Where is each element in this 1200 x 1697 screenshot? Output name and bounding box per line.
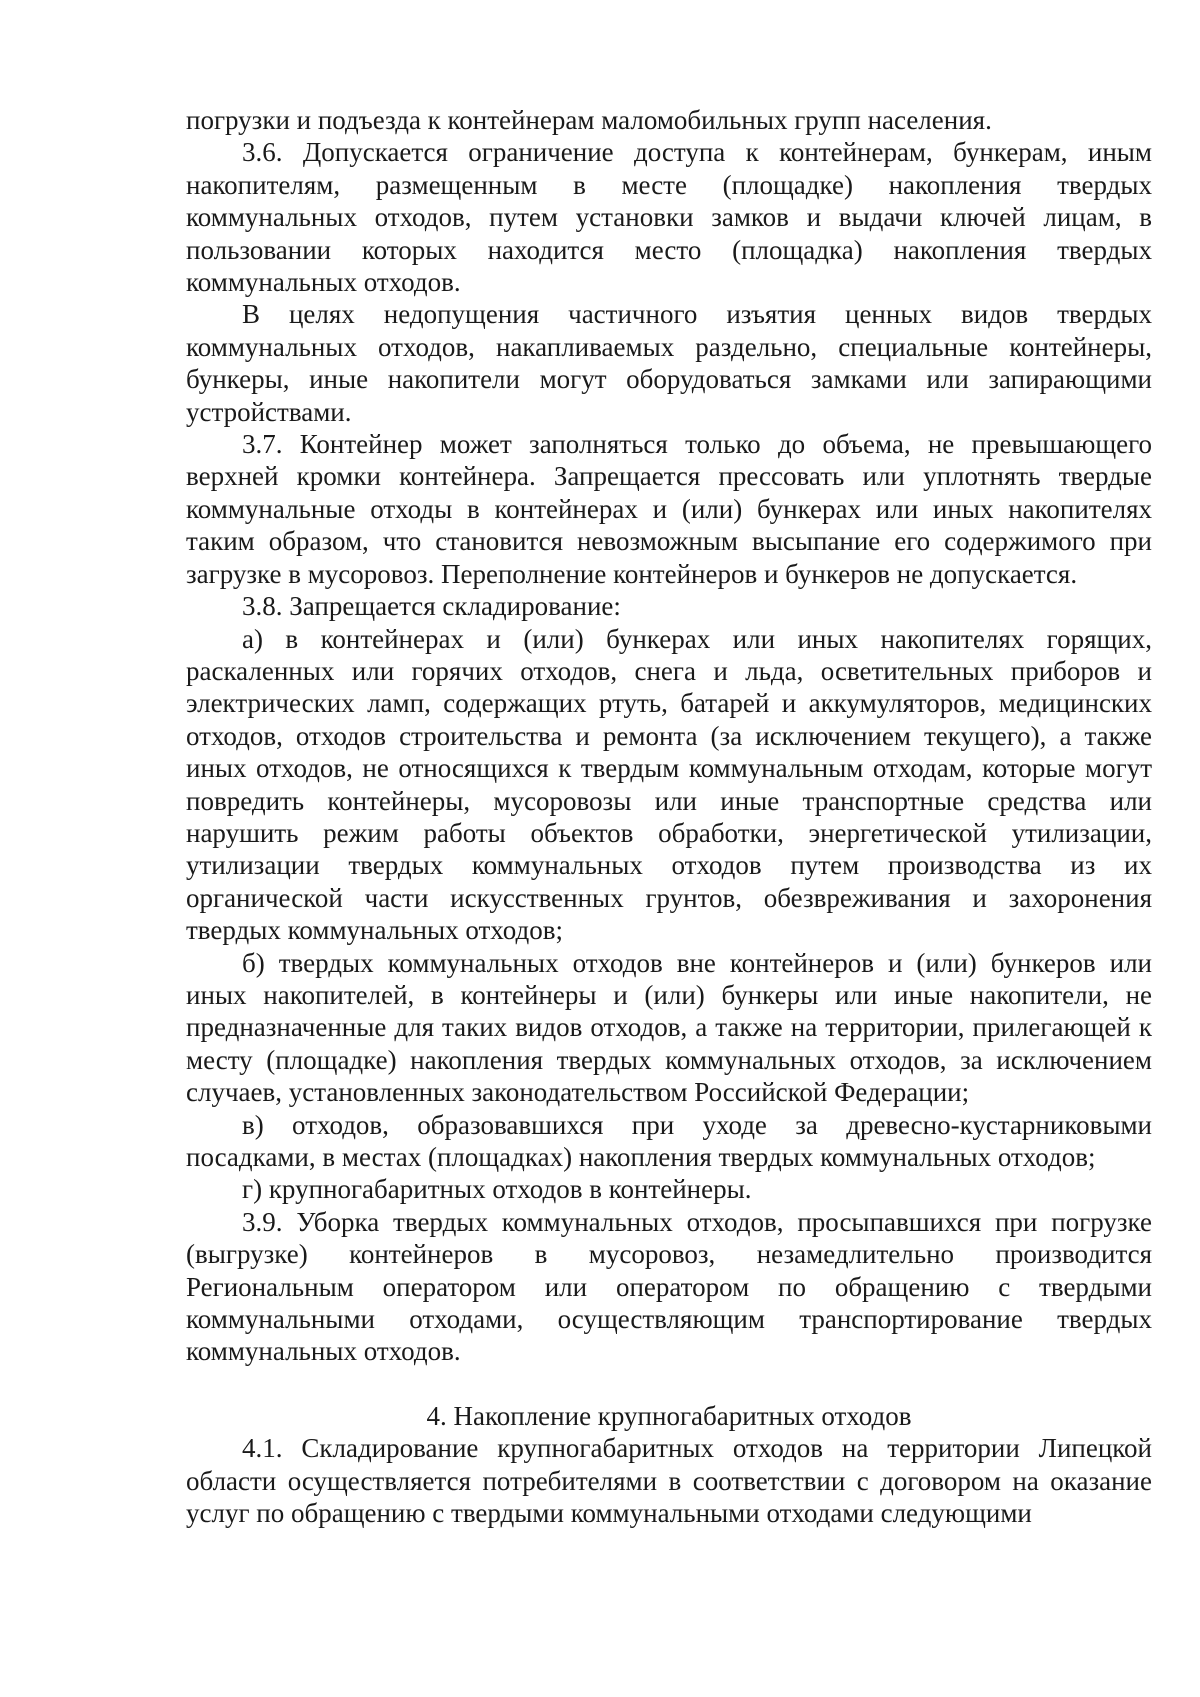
paragraph-4-1: 4.1. Складирование крупногабаритных отходов на территории Липецкой области осуществляется потребителями в соответствии с договором на оказание услуг по обращению с твердыми коммунальными отходами следующими — [186, 1433, 1152, 1529]
section-heading: 4. Накопление крупногабаритных отходов — [426, 1400, 912, 1431]
paragraph-3-7: 3.7. Контейнер может заполняться только до объема, не превышающего верхней кромки контейнера. Запрещается прессовать или уплотнять твердые коммунальные отходы в контейнерах и (или) бункерах или иных накопителях таким образом, что становится невозможным высыпание его содержимого при загрузке в мусоровоз. Переполнение контейнеров и бункеров не допускается. — [186, 429, 1152, 589]
paragraph-3-8-a: а) в контейнерах и (или) бункерах или иных накопителях горящих, раскаленных или горячих отходов, снега и льда, осветительных приборов и электрических ламп, содержащих ртуть, батарей и аккумуляторов, медицинских отходов, отходов строительства и ремонта (за исключением текущего), а также иных отходов, не относящихся к твердым коммунальным отходам, которые могут повредить контейнеры, мусоровозы или иные транспортные средства или нарушить режим работы объектов обработки, энергетической утилизации, утилизации твердых коммунальных отходов путем производства из их органической части искусственных грунтов, обезвреживания и захоронения твердых коммунальных отходов; — [186, 623, 1152, 946]
paragraph-3-6: 3.6. Допускается ограничение доступа к контейнерам, бункерам, иным накопителям, размещенным в месте (площадке) накопления твердых коммунальных отходов, путем установки замков и выдачи ключей лицам, в пользовании которых находится место (площадка) накопления твердых коммунальных отходов. — [186, 137, 1152, 298]
paragraph-3-8-g: г) крупногабаритных отходов в контейнеры. — [242, 1174, 752, 1205]
paragraph-3-9: 3.9. Уборка твердых коммунальных отходов, просыпавшихся при погрузке (выгрузке) контейнеров в мусоровоз, незамедлительно производится Региональным оператором или оператором по обращению с твердыми коммунальными отходами, осуществляющим транспортирование твердых коммунальных отходов. — [186, 1206, 1152, 1367]
paragraph-3-8-v: в) отходов, образовавшихся при уходе за древесно-кустарниковыми посадками, в местах (площадках) накопления твердых коммунальных отходов; — [186, 1109, 1152, 1172]
paragraph-locks: В целях недопущения частичного изъятия ценных видов твердых коммунальных отходов, накапливаемых раздельно, специальные контейнеры, бункеры, иные накопители могут оборудоваться замками или запирающими устройствами. — [186, 299, 1152, 427]
paragraph-continuation: погрузки и подъезда к контейнерам маломобильных групп населения. — [186, 105, 992, 135]
document-body — [186, 104, 1152, 1529]
paragraph-3-8-b: б) твердых коммунальных отходов вне контейнеров и (или) бункеров или иных накопителей, в контейнеры и (или) бункеры или иные накопители, не предназначенные для таких видов отходов, а также на территории, прилегающей к месту (площадке) накопления твердых коммунальных отходов, за исключением случаев, установленных законодательством Российской Федерации; — [186, 947, 1152, 1108]
paragraph-3-8: 3.8. Запрещается складирование: — [242, 591, 621, 622]
